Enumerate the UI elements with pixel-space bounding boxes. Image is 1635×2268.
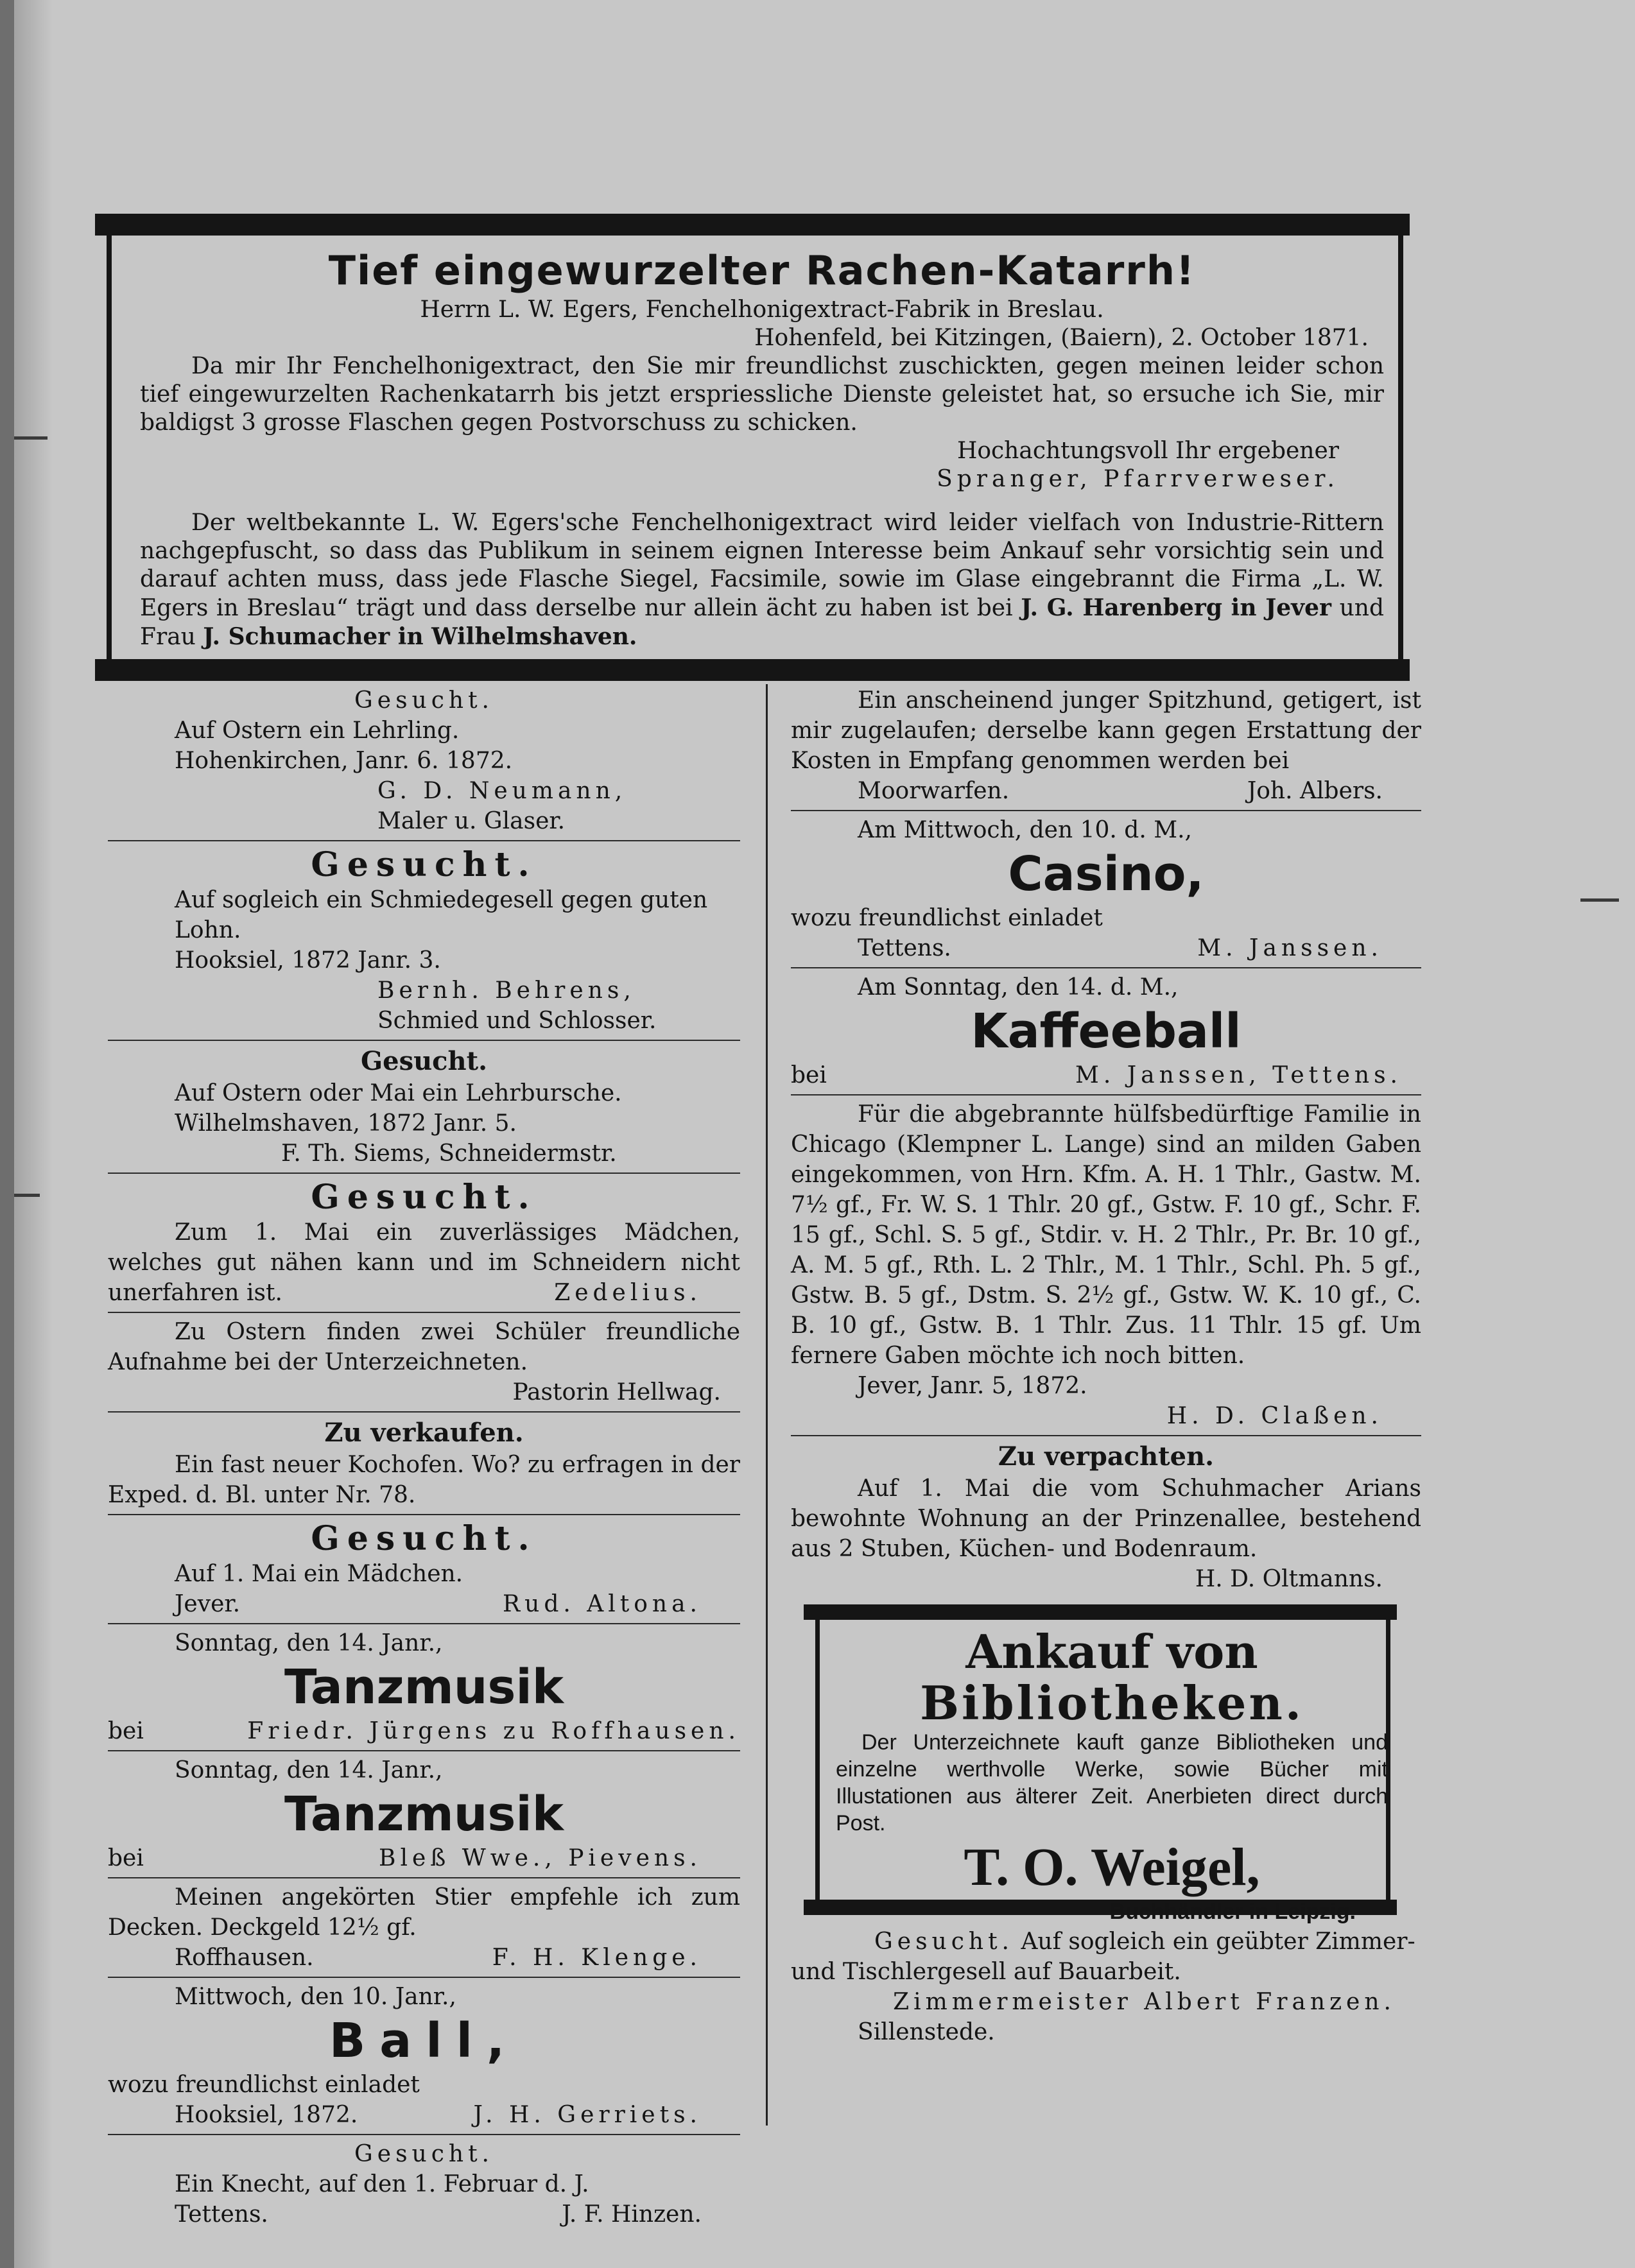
ad-name: H. D. Oltmanns. xyxy=(1195,1566,1383,1592)
ad-prefix: bei xyxy=(108,1718,144,1744)
ad-gesucht-maedchen xyxy=(108,1176,740,1309)
top-ad-upper-bar xyxy=(95,214,1410,236)
ad-zu-verkaufen xyxy=(108,1415,740,1511)
ad-name: J. F. Hinzen. xyxy=(562,2201,702,2228)
margin-mark xyxy=(1580,898,1619,902)
ad-text: Ein anscheinend junger Spitzhund, getigert, ist mir zugelaufen; derselbe kann gegen Erstattung der Kosten in Empfang genommen werden bei xyxy=(791,687,1421,774)
ad-text: Auf 1. Mai ein Mädchen. xyxy=(175,1561,463,1587)
ad-name: J. H. Gerriets. xyxy=(473,2102,702,2128)
divider xyxy=(791,1435,1421,1436)
ad-gesucht-knecht xyxy=(108,2138,740,2231)
divider xyxy=(791,1094,1421,1095)
top-ad-notice-text: Der weltbekannte L. W. Egers'sche Fenchelhonigextract wird leider vielfach von Industrie-Rittern nachgepfuscht, so dass das Publikum in seinem eignen Interesse beim Ankauf sehr vorsichtig sein und darauf achten muss, dass jede Flasche Siegel, Facsimile, sowie im Glase eingebrannt die Firma „L. W. Egers in Breslau“ trägt und dass derselbe nur allein ächt zu haben ist bei xyxy=(140,510,1384,621)
divider xyxy=(791,810,1421,811)
ad-name: Joh. Albers. xyxy=(1247,778,1383,804)
divider xyxy=(108,1877,740,1878)
ad-text: Ein Knecht, auf den 1. Februar d. J. xyxy=(175,2171,589,2197)
divider xyxy=(108,1040,740,1041)
ad-date: Am Mittwoch, den 10. d. M., xyxy=(858,817,1192,843)
ad-prefix: bei xyxy=(791,1062,827,1088)
ad-heading: Zu verpachten. xyxy=(998,1441,1215,1472)
top-ad-vendor-jever: J. G. Harenberg in Jever xyxy=(1021,594,1331,621)
box-name: T. O. Weigel, xyxy=(964,1837,1260,1897)
ad-host: M. Janssen, Tettens. xyxy=(1075,1062,1402,1088)
ad-name: G. D. Neumann, xyxy=(377,778,627,804)
ad-heading: Gesucht. xyxy=(354,687,494,714)
ad-heading: Gesucht. xyxy=(360,1046,488,1076)
margin-mark xyxy=(14,1194,40,1197)
ad-gesucht-lehrbursche xyxy=(108,1044,740,1170)
ad-zimmergesell xyxy=(791,1925,1421,2049)
right-column xyxy=(791,684,1421,2049)
ad-place: Tettens. xyxy=(175,2201,268,2228)
ad-heading: Gesucht. xyxy=(874,1929,1014,1955)
top-advertisement xyxy=(95,214,1410,681)
ad-first-line xyxy=(791,1927,1421,1987)
ad-name: Zimmermeister Albert Franzen. xyxy=(893,1989,1396,2015)
ad-date: Sonntag, den 14. Janr., xyxy=(175,1630,443,1656)
ad-host: Friedr. Jürgens zu Roffhausen. xyxy=(247,1718,740,1744)
divider xyxy=(108,1312,740,1313)
ad-kaffeeball xyxy=(791,971,1421,1092)
ad-date: Sonntag, den 14. Janr., xyxy=(175,1757,443,1783)
ad-place: Sillenstede. xyxy=(858,2019,995,2045)
top-ad-letter: Da mir Ihr Fenchelhonigextract, den Sie mir freundlichst zuschickten, gegen meinen leider schon tief eingewurzelten Rachenkatarrh bis jetzt erspriessliche Dienste geleistet hat, so ersuche ich Sie, mir baldigst 3 grosse Flaschen gegen Postvorschuss zu schicken. xyxy=(140,353,1384,436)
ad-gesucht-altona xyxy=(108,1518,740,1620)
ad-name: Bernh. Behrens, xyxy=(377,977,636,1004)
ad-gesucht-lehrling xyxy=(108,684,740,838)
ad-name: Rud. Altona. xyxy=(503,1591,702,1617)
ad-invite: wozu freundlichst einladet xyxy=(108,2072,420,2098)
ad-spenden-chicago xyxy=(791,1098,1421,1432)
ad-footer xyxy=(791,933,1421,963)
ad-text: Für die abgebrannte hülfsbedürftige Familie in Chicago (Klempner L. Lange) sind an milden Gaben eingekommen, von Hrn. Kfm. A. H. 1 Thlr., Gastw. M. 7½ gf., Fr. W. S. 1 Thlr. 20 gf., Gstw. F. 10 gf., Schr. F. 15 gf., Schl. S. 5 gf., Stdir. v. H. 2 Thlr., Pr. Br. 10 gf., A. M. 5 gf., Rth. L. 2 Thlr., M. 1 Thlr., Schl. Ph. 5 gf., Gstw. B. 5 gf., Dstm. S. 2½ gf., Gstw. W. K. 10 gf., C. B. 10 gf., Gstw. B. 1 Thlr. Zus. 11 Thlr. 15 gf. Um fernere Gaben möchte ich noch bitten. xyxy=(791,1101,1421,1369)
ad-heading: Gesucht. xyxy=(354,2141,494,2167)
ad-place-date: Hooksiel, 1872. xyxy=(175,2102,358,2128)
box-title-line-2: Bibliotheken. xyxy=(920,1676,1304,1730)
ad-text: Auf sogleich ein geübter Zimmer- und Tischlergesell auf Bauarbeit. xyxy=(791,1929,1415,1985)
ad-date: Am Sonntag, den 14. d. M., xyxy=(858,974,1179,1001)
ad-zu-verpachten xyxy=(791,1439,1421,1595)
top-ad-headline: Tief eingewurzelter Rachen-Katarrh! xyxy=(328,247,1196,294)
top-ad-closing: Hochachtungsvoll Ihr ergebener xyxy=(956,438,1339,464)
ad-headline: Kaffeeball xyxy=(971,1004,1241,1059)
divider xyxy=(108,1977,740,1978)
ad-gesucht-schmiedegesell xyxy=(108,844,740,1037)
ad-date: Mittwoch, den 10. Janr., xyxy=(175,1984,456,2010)
ad-name: F. Th. Siems, Schneidermstr. xyxy=(281,1140,617,1167)
ad-schueler xyxy=(108,1316,740,1409)
ad-footer xyxy=(108,1943,740,1973)
box-title: Buchhändler in Leipzig. xyxy=(1109,1900,1356,1924)
top-ad-right-rule xyxy=(1398,227,1403,668)
ad-place-date: Wilhelmshaven, 1872 Janr. 5. xyxy=(175,1110,517,1137)
page-fold-shadow xyxy=(14,0,53,2268)
ad-host: Bleß Wwe., Pievens. xyxy=(378,1845,702,1871)
box-text: Der Unterzeichnete kauft ganze Bibliotheken und einzelne werthvolle Werke, sowie Bücher mit Illustationen aus älterer Zeit. Anerbieten direct durch Post. xyxy=(836,1730,1388,1835)
ad-tanzmusik-bless xyxy=(108,1754,740,1875)
ad-casino xyxy=(791,814,1421,965)
box-body xyxy=(836,1626,1388,1925)
ad-prefix: bei xyxy=(108,1845,144,1871)
ad-name: H. D. Claßen. xyxy=(1166,1403,1383,1429)
ad-name: F. H. Klenge. xyxy=(492,1945,702,1971)
ad-footer xyxy=(108,1716,740,1746)
ad-footer xyxy=(108,2199,740,2229)
ad-trade: Maler u. Glaser. xyxy=(377,808,566,834)
ad-trade: Schmied und Schlosser. xyxy=(377,1008,657,1034)
ad-text: Meinen angekörten Stier empfehle ich zum Decken. Deckgeld 12½ gf. xyxy=(108,1884,740,1941)
ad-heading: Gesucht. xyxy=(311,1519,537,1558)
ad-text: Zum 1. Mai ein zuverlässiges Mädchen, welches gut nähen kann und im Schneidern nicht unerfahren ist. xyxy=(108,1219,740,1306)
divider xyxy=(108,1411,740,1413)
ad-footer xyxy=(108,2100,740,2130)
ad-ankauf-bibliotheken xyxy=(804,1604,1397,1924)
ad-text: Ein fast neuer Kochofen. Wo? zu erfragen in der Exped. d. Bl. unter Nr. 78. xyxy=(108,1452,740,1508)
divider xyxy=(108,1623,740,1624)
ad-tanzmusik-juergens xyxy=(108,1627,740,1748)
top-ad-place-date: Hohenfeld, bei Kitzingen, (Baiern), 2. October 1871. xyxy=(754,325,1369,351)
divider xyxy=(108,1173,740,1174)
ad-place-date: Hohenkirchen, Janr. 6. 1872. xyxy=(175,748,513,774)
ad-footer xyxy=(791,1060,1421,1090)
left-column xyxy=(108,684,740,2231)
ad-place: Jever. xyxy=(175,1591,241,1617)
ad-place-date: Jever, Janr. 5, 1872. xyxy=(858,1373,1087,1399)
ad-text: Zu Ostern finden zwei Schüler freundliche Aufnahme bei der Unterzeichneten. xyxy=(108,1319,740,1375)
box-title-line-1: Ankauf von xyxy=(965,1624,1258,1679)
top-ad-lower-bar xyxy=(95,659,1410,681)
ad-spitzhund xyxy=(791,684,1421,807)
ad-footer xyxy=(108,1589,740,1619)
ad-headline: Ball, xyxy=(329,2013,519,2068)
margin-mark xyxy=(14,436,48,440)
divider xyxy=(791,967,1421,968)
ad-name: Pastorin Hellwag. xyxy=(512,1379,721,1405)
top-ad-notice-join: und Frau xyxy=(140,595,1384,650)
box-left-rule xyxy=(815,1616,820,1903)
divider xyxy=(108,1750,740,1751)
box-upper-bar xyxy=(804,1604,1397,1620)
divider xyxy=(108,840,740,841)
ad-name: M. Janssen. xyxy=(1197,935,1383,961)
ad-place: Roffhausen. xyxy=(175,1945,314,1971)
ad-heading: Zu verkaufen. xyxy=(324,1418,524,1448)
ad-text: Auf Ostern ein Lehrling. xyxy=(175,717,460,744)
column-divider xyxy=(766,684,768,2126)
top-ad-left-rule xyxy=(107,227,112,668)
top-ad-vendor-wilhelmshaven: J. Schumacher in Wilhelmshaven. xyxy=(203,623,637,650)
ad-heading: Gesucht. xyxy=(311,845,537,884)
top-ad-body xyxy=(140,246,1384,651)
ad-headline: Tanzmusik xyxy=(284,1660,564,1715)
ad-text: Auf sogleich ein Schmiedegesell gegen guten Lohn. xyxy=(175,887,708,943)
ad-stier xyxy=(108,1881,740,1974)
ad-headline: Casino, xyxy=(1008,846,1204,902)
ad-ball xyxy=(108,1980,740,2131)
top-ad-signature: Spranger, Pfarrverweser. xyxy=(937,466,1339,492)
ad-place: Moorwarfen. xyxy=(858,778,1010,804)
ad-footer xyxy=(108,1843,740,1873)
divider xyxy=(108,1514,740,1515)
top-ad-notice xyxy=(140,509,1384,651)
top-ad-addressee: Herrn L. W. Egers, Fenchelhonigextract-Fabrik in Breslau. xyxy=(420,296,1104,323)
ad-place-date: Hooksiel, 1872 Janr. 3. xyxy=(175,947,441,974)
ad-invite: wozu freundlichst einladet xyxy=(791,905,1103,931)
divider xyxy=(108,2134,740,2135)
ad-text: Auf Ostern oder Mai ein Lehrbursche. xyxy=(175,1080,622,1106)
ad-text: Auf 1. Mai die vom Schuhmacher Arians bewohnte Wohnung an der Prinzenallee, bestehend aus 2 Stuben, Küchen- und Bodenraum. xyxy=(791,1475,1421,1562)
ad-heading: Gesucht. xyxy=(311,1178,537,1217)
ad-footer xyxy=(791,776,1421,806)
ad-place: Tettens. xyxy=(858,935,951,961)
ad-headline: Tanzmusik xyxy=(284,1787,564,1842)
ad-name: Zedelius. xyxy=(554,1280,702,1306)
